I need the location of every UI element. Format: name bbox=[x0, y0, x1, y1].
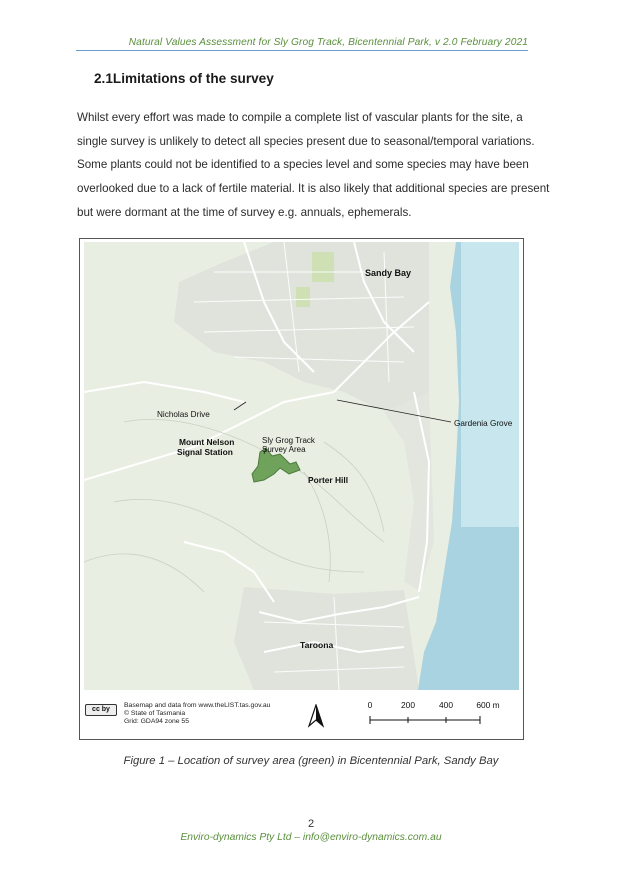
body-line: but were dormant at the time of survey e.g. annuals, ephemerals. bbox=[77, 205, 412, 219]
oval bbox=[296, 287, 310, 307]
label-taroona: Taroona bbox=[300, 640, 334, 650]
label-sly-grog-track: Sly Grog Track bbox=[262, 436, 315, 445]
scale-bar bbox=[360, 700, 510, 730]
label-mount-nelson: Mount Nelson bbox=[179, 437, 235, 447]
credit-line: Grid: GDA94 zone 55 bbox=[124, 718, 189, 726]
running-header: Natural Values Assessment for Sly Grog Track, Bicentennial Park, v 2.0 February 2021 bbox=[128, 37, 528, 48]
creative-commons-badge: cc by bbox=[85, 704, 117, 716]
credit-line: © State of Tasmania bbox=[124, 710, 186, 718]
body-paragraph bbox=[77, 106, 549, 225]
label-porter-hill: Porter Hill bbox=[308, 475, 349, 485]
urban-area-south bbox=[234, 587, 419, 690]
page-footer: Enviro-dynamics Pty Ltd – info@enviro-dynamics.com.au bbox=[180, 832, 442, 843]
scale-label: 200 bbox=[401, 700, 415, 710]
figure-frame bbox=[79, 238, 524, 740]
section-number: 2.1 bbox=[94, 71, 113, 86]
credit-line: Basemap and data from www.theLIST.tas.gov.au bbox=[124, 702, 271, 709]
figure-caption: Figure 1 – Location of survey area (green) in Bicentennial Park, Sandy Bay bbox=[123, 755, 499, 767]
map-legend bbox=[80, 694, 523, 739]
body-line: Some plants could not be identified to a species level and some species may have been bbox=[77, 158, 529, 172]
sports-ground bbox=[312, 252, 334, 282]
section-heading bbox=[94, 71, 274, 86]
body-line: single survey is unlikely to detect all species present due to seasonal/temporal variations. bbox=[77, 134, 535, 148]
header-rule bbox=[76, 50, 528, 51]
scale-bar-line bbox=[360, 700, 510, 730]
north-arrow-icon bbox=[308, 704, 324, 728]
label-survey-area: Survey Area bbox=[262, 445, 306, 454]
map-credits bbox=[124, 702, 270, 727]
label-sandy-bay: Sandy Bay bbox=[365, 268, 412, 278]
body-line: Whilst every effort was made to compile a complete list of vascular plants for the site, a bbox=[77, 111, 523, 124]
label-nicholas-drive: Nicholas Drive bbox=[157, 410, 210, 419]
label-signal-station: Signal Station bbox=[177, 447, 233, 457]
scale-label: 0 bbox=[367, 700, 373, 710]
scale-label: 600 m bbox=[476, 700, 500, 710]
label-gardenia-grove: Gardenia Grove bbox=[454, 419, 513, 428]
page-number: 2 bbox=[307, 818, 315, 830]
location-map bbox=[84, 242, 519, 690]
water-strip bbox=[461, 242, 519, 527]
scale-label: 400 bbox=[439, 700, 453, 710]
body-line: overlooked due to a lack of fertile material. It is also likely that additional species are present bbox=[77, 182, 550, 196]
section-title: Limitations of the survey bbox=[112, 71, 274, 86]
